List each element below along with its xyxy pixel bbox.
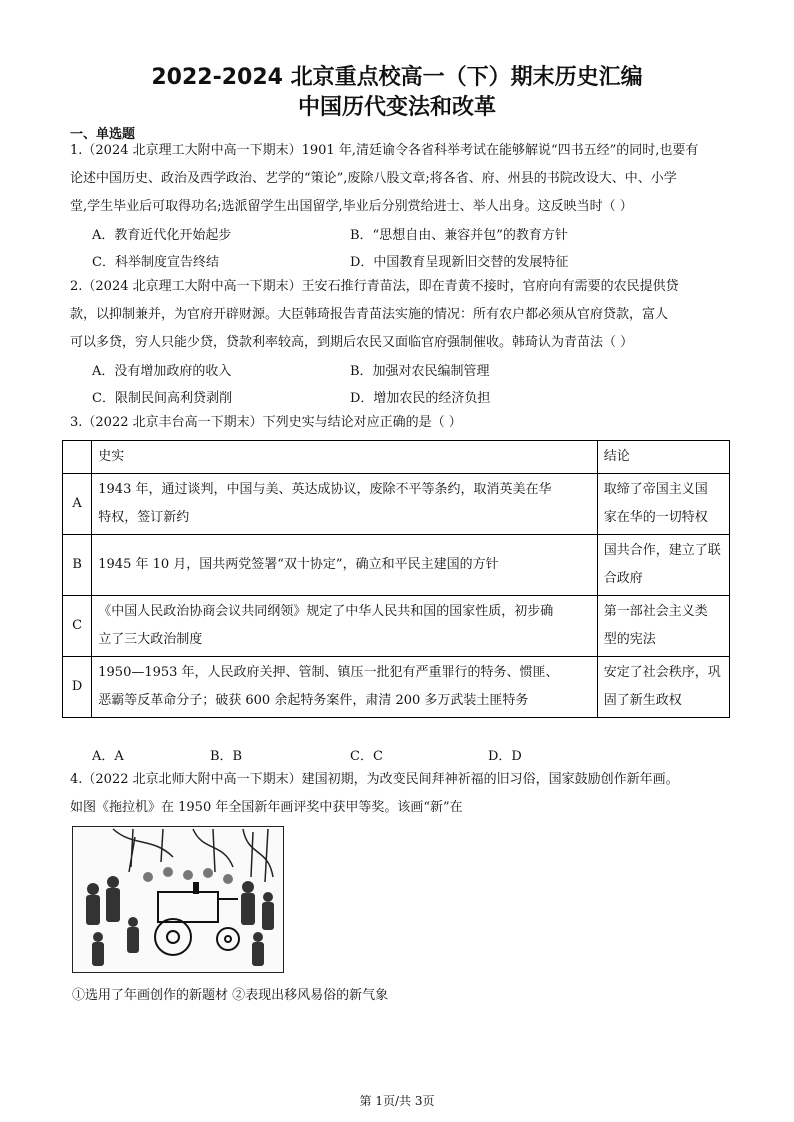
question-4-line: 4.（2022 北京北师大附中高一下期末）建国初期，为改变民间拜神祈福的旧习俗，国家鼓励创作新年画。	[70, 772, 679, 787]
question-1-option-d: D．中国教育呈现新旧交替的发展特征	[350, 255, 569, 270]
question-3-stem: 3.（2022 北京丰台高一下期末）下列史实与结论对应正确的是（ ）	[70, 415, 462, 430]
question-2-option-b: B．加强对农民编制管理	[350, 364, 490, 379]
question-3-option-d: D．D	[488, 749, 522, 764]
table-row	[63, 657, 730, 718]
fact-line: 1943 年，通过谈判，中国与美、英达成协议，废除不平等条约，取消英美在华	[98, 482, 552, 497]
fact-line: 立了三大政治制度	[98, 632, 203, 647]
conclusion-line: 型的宪法	[603, 632, 656, 647]
conclusion-line: 固了新生政权	[603, 693, 682, 708]
question-1-option-c: C．科举制度宣告终结	[92, 255, 219, 270]
table-row	[63, 596, 730, 657]
table-header-conclusion: 结论	[597, 441, 729, 474]
question-1-option-a: A．教育近代化开始起步	[92, 228, 232, 243]
fact-cell	[92, 474, 598, 535]
conclusion-cell	[597, 474, 729, 535]
tractor-woodcut-image	[72, 826, 284, 973]
conclusion-line: 取缔了帝国主义国	[603, 482, 708, 497]
question-1-option-b: B．“思想自由、兼容并包”的教育方针	[350, 228, 568, 243]
question-2-stem	[70, 273, 730, 357]
question-2-line: 款，以抑制兼并，为官府开辟财源。大臣韩琦报告青苗法实施的情况：所有农户都必须从官府贷款，富人	[70, 307, 669, 322]
conclusion-line: 安定了社会秩序，巩	[603, 665, 721, 680]
fact-line: 特权，签订新约	[98, 510, 190, 525]
fact-line: 恶霸等反革命分子；破获 600 余起特务案件，肃清 200 多万武装土匪特务	[98, 693, 529, 708]
table-header-row	[63, 441, 730, 474]
fact-line: 1945 年 10 月，国共两党签署“双十协定”，确立和平民主建国的方针	[98, 557, 499, 572]
question-3-option-a: A．A	[92, 749, 124, 764]
table-row	[63, 535, 730, 596]
conclusion-cell	[597, 535, 729, 596]
row-label: C	[63, 596, 92, 657]
conclusion-line: 国共合作，建立了联	[603, 543, 721, 558]
document-title-line2: 中国历代变法和改革	[297, 95, 496, 120]
fact-cell	[92, 535, 598, 596]
question-2-option-d: D．增加农民的经济负担	[350, 391, 491, 406]
page-number: 第 1页/共 3页	[359, 1094, 435, 1108]
question-1-line: 论述中国历史、政治及西学政治、艺学的“策论”,废除八股文章;将各省、府、州县的书院改设大、中、小学	[70, 171, 677, 186]
conclusion-line: 第一部社会主义类	[603, 604, 708, 619]
document-title-line1: 2022-2024 北京重点校高一（下）期末历史汇编	[151, 65, 643, 90]
woodcut-illustration	[73, 827, 283, 972]
fact-line: 《中国人民政治协商会议共同纲领》规定了中华人民共和国的国家性质，初步确	[98, 604, 554, 619]
fact-line: 1950—1953 年，人民政府关押、管制、镇压一批犯有严重罪行的特务、惯匪、	[98, 665, 559, 680]
conclusion-cell	[597, 596, 729, 657]
question-2-option-a: A．没有增加政府的收入	[92, 364, 232, 379]
question-1-line: 堂,学生毕业后可取得功名;选派留学生出国留学,毕业后分别赏给进士、举人出身。这反映当时（ ）	[70, 199, 633, 214]
question-4-line: 如图《拖拉机》在 1950 年全国新年画评奖中获甲等奖。该画“新”在	[70, 800, 463, 815]
row-label: A	[63, 474, 92, 535]
table-header-empty-cell	[63, 441, 92, 474]
question-1-stem	[70, 137, 730, 221]
table-row	[63, 474, 730, 535]
question-3-option-c: C．C	[350, 749, 383, 764]
question-4-stem	[70, 766, 730, 822]
conclusion-line: 家在华的一切特权	[603, 510, 708, 525]
fact-cell	[92, 657, 598, 718]
section-heading: 一、单选题	[70, 127, 136, 142]
conclusion-cell	[597, 657, 729, 718]
history-table	[62, 440, 730, 718]
question-1-line: 1.（2024 北京理工大附中高一下期末）1901 年,清廷谕令各省科举考试在能够解说“四书五经”的同时,也要有	[70, 143, 699, 158]
question-2-option-c: C．限制民间高利贷剥削	[92, 391, 232, 406]
question-3-option-b: B．B	[210, 749, 243, 764]
question-4-caption: ①选用了年画创作的新题材 ②表现出移风易俗的新气象	[72, 988, 389, 1003]
row-label: B	[63, 535, 92, 596]
question-2-line: 可以多贷，穷人只能少贷，贷款利率较高，到期后农民又面临官府强制催收。韩琦认为青苗法（ ）	[70, 335, 634, 350]
row-label: D	[63, 657, 92, 718]
fact-cell	[92, 596, 598, 657]
question-2-line: 2.（2024 北京理工大附中高一下期末）王安石推行青苗法，即在青黄不接时，官府向有需要的农民提供贷	[70, 279, 679, 294]
conclusion-line: 合政府	[603, 571, 643, 586]
table-header-fact: 史实	[92, 441, 598, 474]
